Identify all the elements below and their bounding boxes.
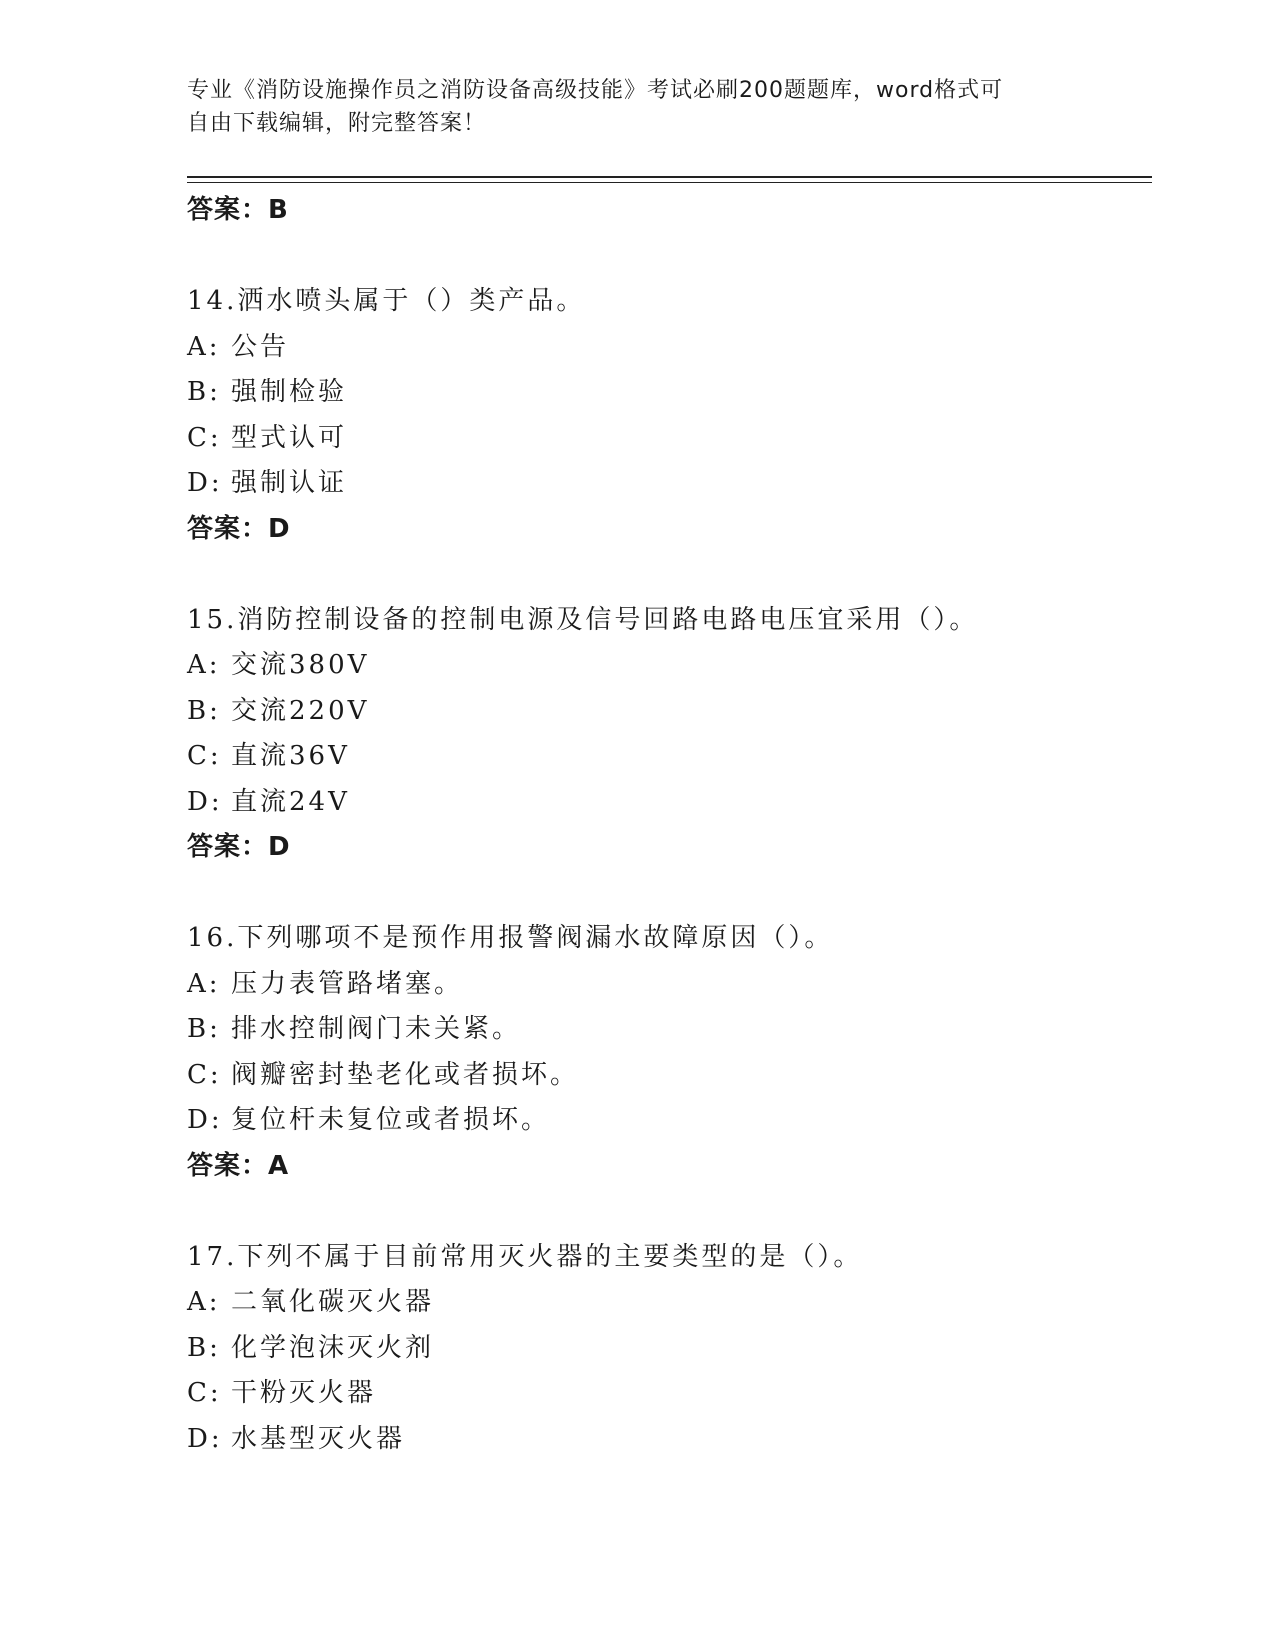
question-17 bbox=[187, 1235, 1152, 1463]
option-a bbox=[187, 325, 1152, 371]
option-text: 强制检验 bbox=[231, 377, 348, 407]
option-text: 化学泡沫灭火剂 bbox=[231, 1332, 435, 1363]
option-prefix: B: bbox=[187, 1014, 221, 1044]
option-text: 压力表管路堵塞。 bbox=[231, 968, 464, 999]
option-c bbox=[187, 734, 1152, 780]
option-prefix: D: bbox=[187, 1423, 223, 1454]
question-stem: 17.下列不属于目前常用灭火器的主要类型的是（）。 bbox=[187, 1241, 863, 1272]
option-text: 交流380V bbox=[231, 650, 370, 680]
option-b bbox=[187, 1326, 1152, 1372]
header-line-1: 专业《消防设施操作员之消防设备高级技能》考试必刷200题题库，word格式可 bbox=[187, 78, 1004, 103]
option-d bbox=[187, 1417, 1152, 1463]
option-a bbox=[187, 962, 1152, 1008]
option-text: 公告 bbox=[231, 331, 290, 362]
answer-q14: 答案：D bbox=[187, 513, 291, 544]
option-prefix: A: bbox=[187, 968, 221, 999]
question-stem: 16.下列哪项不是预作用报警阀漏水故障原因（）。 bbox=[187, 923, 834, 953]
option-text: 阀瓣密封垫老化或者损坏。 bbox=[231, 1059, 580, 1090]
option-text: 直流36V bbox=[231, 741, 350, 771]
spacer bbox=[187, 1189, 1152, 1235]
answer-q15: 答案：D bbox=[187, 832, 291, 862]
option-prefix: A: bbox=[187, 1287, 221, 1317]
option-b bbox=[187, 370, 1152, 416]
option-a bbox=[187, 1280, 1152, 1326]
option-text: 排水控制阀门未关紧。 bbox=[231, 1014, 522, 1044]
option-b bbox=[187, 1007, 1152, 1053]
option-text: 干粉灭火器 bbox=[231, 1378, 377, 1408]
question-16 bbox=[187, 916, 1152, 1189]
option-d bbox=[187, 1098, 1152, 1144]
spacer bbox=[187, 552, 1152, 598]
option-text: 强制认证 bbox=[231, 468, 348, 498]
option-a bbox=[187, 643, 1152, 689]
option-b bbox=[187, 689, 1152, 735]
option-prefix: D: bbox=[187, 786, 223, 817]
question-list bbox=[187, 188, 1152, 1462]
option-prefix: C: bbox=[187, 1378, 222, 1408]
option-prefix: B: bbox=[187, 1332, 221, 1363]
option-prefix: D: bbox=[187, 468, 223, 498]
spacer bbox=[187, 871, 1152, 917]
option-text: 直流24V bbox=[231, 786, 350, 817]
answer-q16: 答案：A bbox=[187, 1150, 290, 1181]
question-15 bbox=[187, 598, 1152, 871]
question-14 bbox=[187, 279, 1152, 552]
option-c bbox=[187, 1053, 1152, 1099]
header-rule-thin bbox=[187, 182, 1152, 183]
header-line-2: 自由下载编辑，附完整答案！ bbox=[187, 111, 487, 136]
option-prefix: C: bbox=[187, 1059, 222, 1090]
question-stem: 14.洒水喷头属于（）类产品。 bbox=[187, 286, 586, 316]
option-prefix: C: bbox=[187, 422, 222, 453]
option-prefix: C: bbox=[187, 741, 222, 771]
option-text: 水基型灭火器 bbox=[231, 1423, 406, 1454]
spacer bbox=[187, 234, 1152, 280]
option-c bbox=[187, 1371, 1152, 1417]
option-prefix: B: bbox=[187, 377, 221, 407]
answer-q13: 答案：B bbox=[187, 195, 289, 225]
option-prefix: B: bbox=[187, 695, 221, 726]
option-d bbox=[187, 780, 1152, 826]
option-text: 交流220V bbox=[231, 695, 370, 726]
question-stem: 15.消防控制设备的控制电源及信号回路电路电压宜采用（）。 bbox=[187, 604, 979, 635]
option-text: 型式认可 bbox=[231, 422, 348, 453]
option-d bbox=[187, 461, 1152, 507]
header-rule-thick bbox=[187, 176, 1152, 178]
option-text: 复位杆未复位或者损坏。 bbox=[231, 1105, 551, 1135]
option-c bbox=[187, 416, 1152, 462]
option-prefix: D: bbox=[187, 1105, 223, 1135]
option-prefix: A: bbox=[187, 331, 221, 362]
document-header bbox=[187, 74, 1067, 140]
option-prefix: A: bbox=[187, 650, 221, 680]
option-text: 二氧化碳灭火器 bbox=[231, 1287, 435, 1317]
